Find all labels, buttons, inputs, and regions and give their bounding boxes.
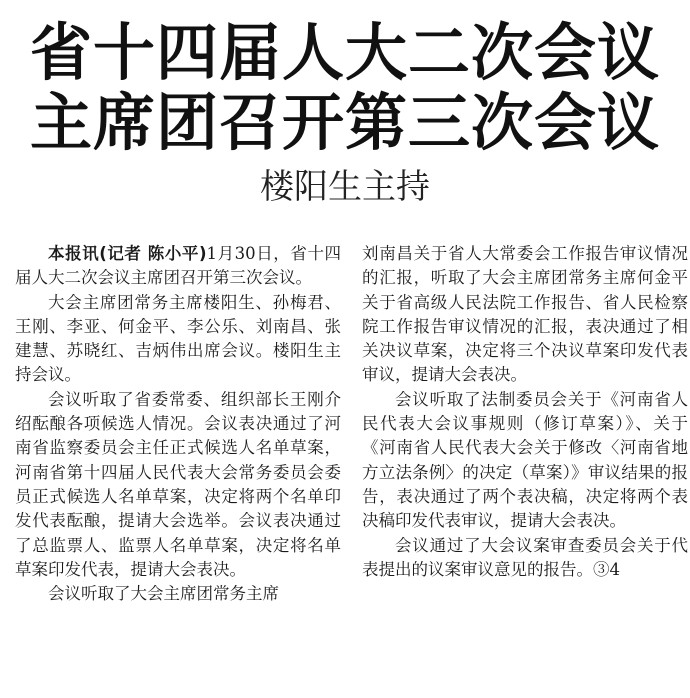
byline: 本报讯(记者 陈小平) [48,244,207,263]
article-paragraph: 会议听取了省委常委、组织部长王刚介绍酝酿各项候选人情况。会议表决通过了河南省监察委员会主任正式候选人名单草案，河南省第十四届人民代表大会常务委员会委员正式候选人名单草案，决定将两个名单印发代表酝酿，提请大会选举。会议表决通过了总监票人、监票人名单草案，决定将名单草案印发代表，提请大会表决。 [15,389,341,579]
subheadline: 楼阳生主持 [260,167,430,207]
article-column-right [362,242,688,582]
article-paragraph: 会议听取了大会主席团常务主席 [48,584,279,604]
article-paragraph: 大会主席团常务主席楼阳生、孙梅君、王刚、李亚、何金平、李公乐、刘南昌、张建慧、苏晓红、吉炳伟出席会议。楼阳生主持会议。 [15,292,341,385]
headline-line-1: 省十四届人大二次会议 [29,16,660,89]
headline-line-2: 主席团召开第三次会议 [29,86,660,159]
article-paragraph: 会议听取了法制委员会关于《河南省人民代表大会议事规则（修订草案）》、关于《河南省人民代表大会关于修改〈河南省地方立法条例〉的决定（草案）》审议结果的报告，表决通过了两个表决稿，决定将两个表决稿印发代表审议，提请大会表决。 [362,389,688,531]
article-paragraph-continued: 刘南昌关于省人大常委会工作报告审议情况的汇报，听取了大会主席团常务主席何金平关于省高级人民法院工作报告、省人民检察院工作报告审议情况的汇报，表决通过了相关决议草案，决定将三个决议草案印发代表审议，提请大会表决。 [362,244,688,385]
article-paragraph: 会议通过了大会议案审查委员会关于代表提出的议案审议意见的报告。③4 [362,535,688,579]
article-column-left [15,242,341,606]
paragraph-text: 1月30日，省十四届人大二次会议主席团召开第三次会议。 [15,244,342,288]
article-paragraph [15,242,341,291]
